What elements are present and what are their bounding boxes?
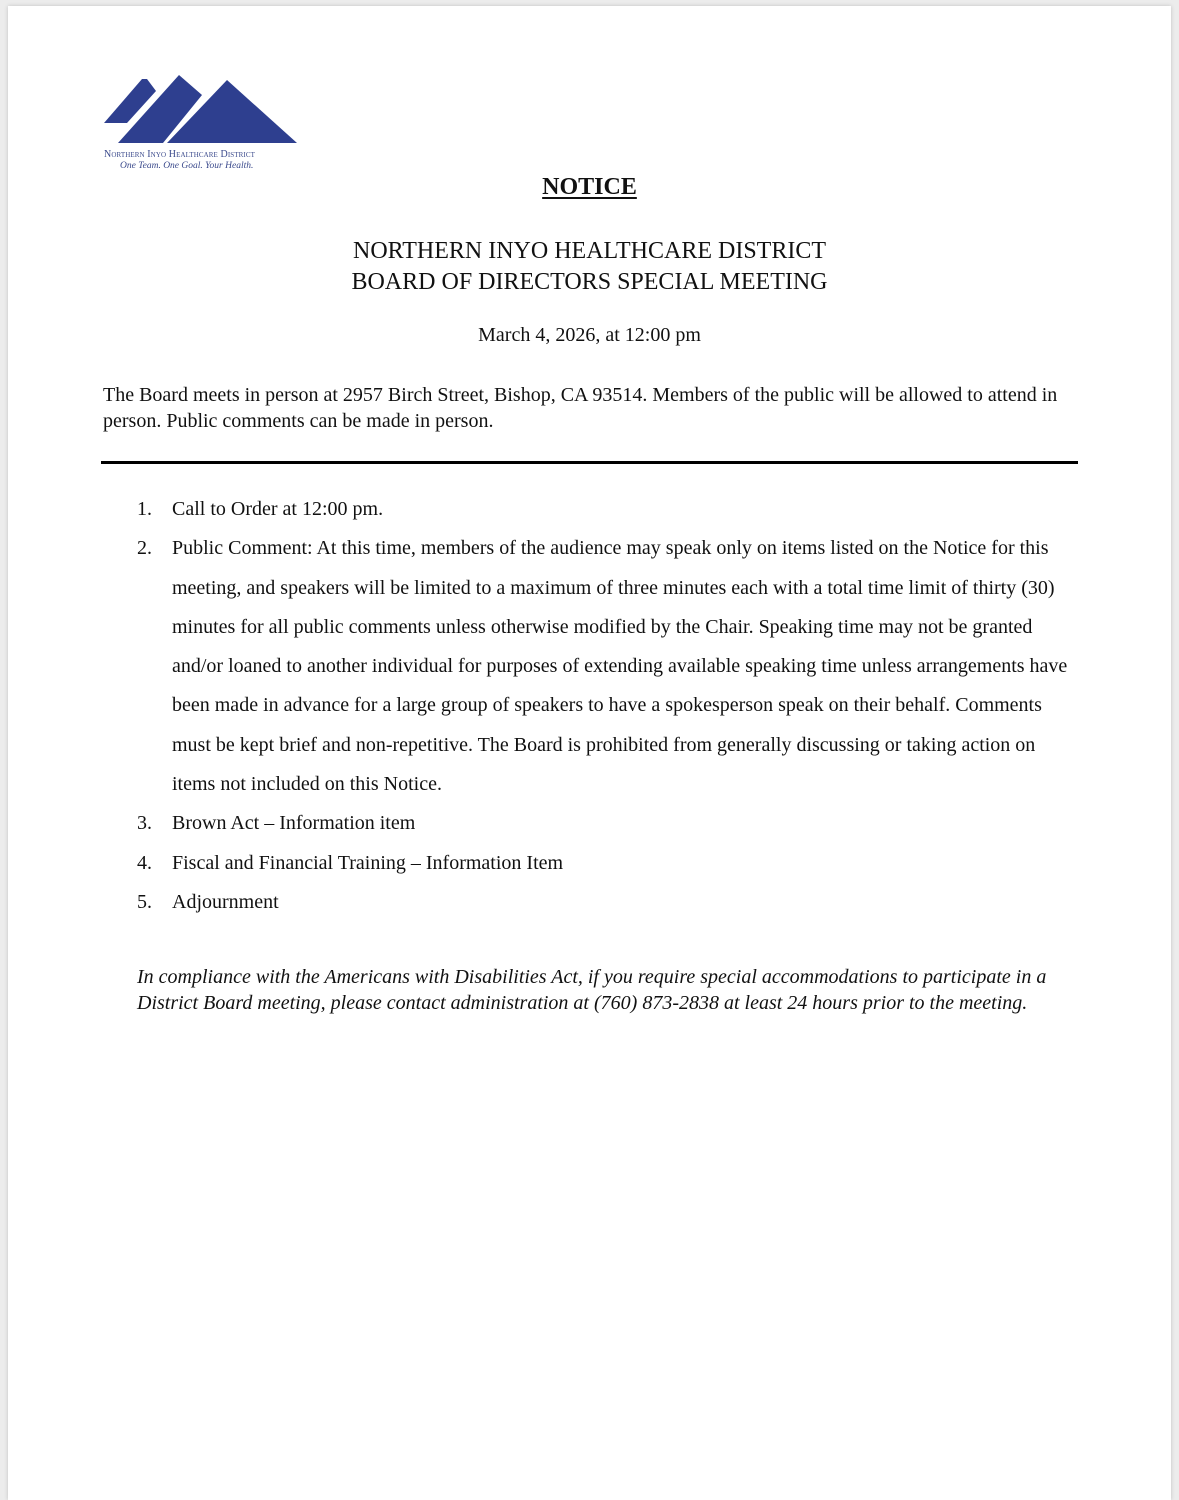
org-name-line: NORTHERN INYO HEALTHCARE DISTRICT [353, 238, 826, 264]
agenda-item-number: 4. [137, 851, 152, 874]
agenda-list [137, 490, 1082, 922]
mountain-logo-icon [100, 70, 300, 145]
agenda-item-text: Fiscal and Financial Training – Information Item [172, 851, 564, 874]
agenda-item-number: 5. [137, 890, 152, 913]
agenda-item-text: Call to Order at 12:00 pm. [172, 498, 384, 520]
agenda-item-number: 3. [137, 812, 152, 835]
agenda-item-text: Public Comment: At this time, members of the audience may speak only on items listed on the Notice for this meeting, and speakers will be limited to a maximum of three minutes each with a total time limit of thirty (30) minutes for all public comments unless otherwise modified by the Chair. Speaking time may not be granted and/or loaned to another individual for purposes of extending available speaking time unless arrangements have been made in advance for a large group of speakers to have a spokesperson speak on their behalf. Comments must be kept brief and non-repetitive. The Board is prohibited from generally discussing or taking action on items not included on this Notice. [172, 537, 1068, 796]
agenda-item-number: 2. [137, 537, 152, 560]
logo-tagline: One Team. One Goal. Your Health. [120, 161, 254, 171]
agenda-item [137, 529, 1082, 804]
section-divider [101, 461, 1078, 464]
logo-org-name: Northern Inyo Healthcare District [104, 149, 256, 160]
notice-title: NOTICE [542, 174, 637, 200]
organization-heading [0, 236, 1179, 298]
agenda-item-text: Brown Act – Information item [172, 812, 416, 835]
meeting-location-paragraph: The Board meets in person at 2957 Birch Street, Bishop, CA 93514. Members of the public will be allowed to attend in person. Public comments can be made in person. [103, 384, 1058, 432]
agenda-item [137, 490, 1082, 529]
agenda-item [137, 844, 1082, 883]
agenda-item [137, 883, 1082, 922]
district-logo [100, 70, 300, 175]
agenda-item-text: Adjournment [172, 890, 279, 913]
agenda-item [137, 804, 1082, 843]
ada-accommodation-notice: In compliance with the Americans with Disabilities Act, if you require special accommodations to participate in a District Board meeting, please contact administration at (760) 873-2838 at least 24 hours prior to the meeting. [137, 966, 1047, 1014]
meeting-date: March 4, 2026, at 12:00 pm [478, 324, 701, 346]
meeting-type-line: BOARD OF DIRECTORS SPECIAL MEETING [351, 269, 828, 295]
agenda-item-number: 1. [137, 498, 152, 520]
